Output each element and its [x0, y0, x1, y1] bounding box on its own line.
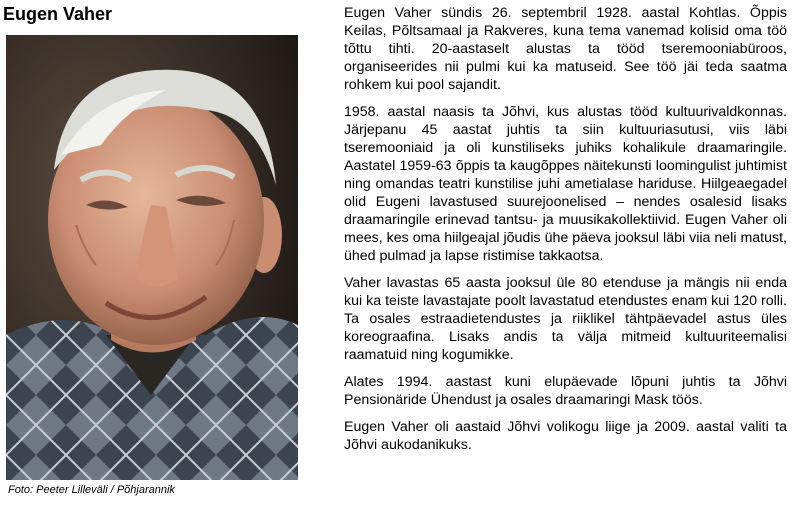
person-name: Eugen Vaher [3, 4, 113, 24]
bio-paragraph: 1958. aastal naasis ta Jõhvi, kus alustas tööd kultuurivaldkonnas. Järjepanu 45 aastat juhtis ta siin kultuuriasutusi, viis läbi tseremooniaid ja oli kunstiliseks juhiks kohalikule draamaringile. Aastatel 1959-63 õppis ta kaugõppes näitekunsti loomingulist juhtimist ning omandas teatri kunstilise juhi ametialase hariduse. Hiilgeaegadel olid Eugeni lavastused suurejoonelised – nendes osalesid lisaks draamaringile erinevad tantsu- ja muusikakollektiivid. Eugen Vaher oli mees, kes oma hiilgeajal jõudis ühe päeva jooksul läbi viia neli matust, ühed pulmad ja lapse ristimise takkaotsa. [344, 104, 787, 264]
bio-paragraph: Eugen Vaher sündis 26. septembril 1928. aastal Kohtlas. Õppis Keilas, Põltsamaal ja Rakveres, kuna tema vanemad kolisid oma töö tõttu tihti. 20-aastaselt alustas ta tööd tseremooniabüroos, organiseerides nii pulmi kui ka matuseid. See töö jäi teda saatma rohkem kui pool sajandit. [344, 5, 787, 93]
biography-text [344, 4, 787, 463]
portrait-photo [6, 35, 298, 480]
bio-paragraph: Vaher lavastas 65 aasta jooksul üle 80 etenduse ja mängis nii enda kui ka teiste lavastajate poolt lavastatud etendustes enam kui 120 rolli. Ta osales estraadietendustes ja riiklikel tähtpäevadel astus üles koreograafina. Lisaks andis ta välja mitmeid kultuuriteemalisi raamatuid ning kogumikke. [344, 275, 787, 363]
bio-paragraph: Eugen Vaher oli aastaid Jõhvi volikogu liige ja 2009. aastal valiti ta Jõhvi aukodanikuks. [344, 419, 787, 453]
bio-paragraph: Alates 1994. aastast kuni elupäevade lõpuni juhtis ta Jõhvi Pensionäride Ühendust ja osales draamaringi Mask töös. [344, 374, 787, 408]
photo-credit: Foto: Peeter Lilleväli / Põhjarannik [8, 484, 175, 496]
